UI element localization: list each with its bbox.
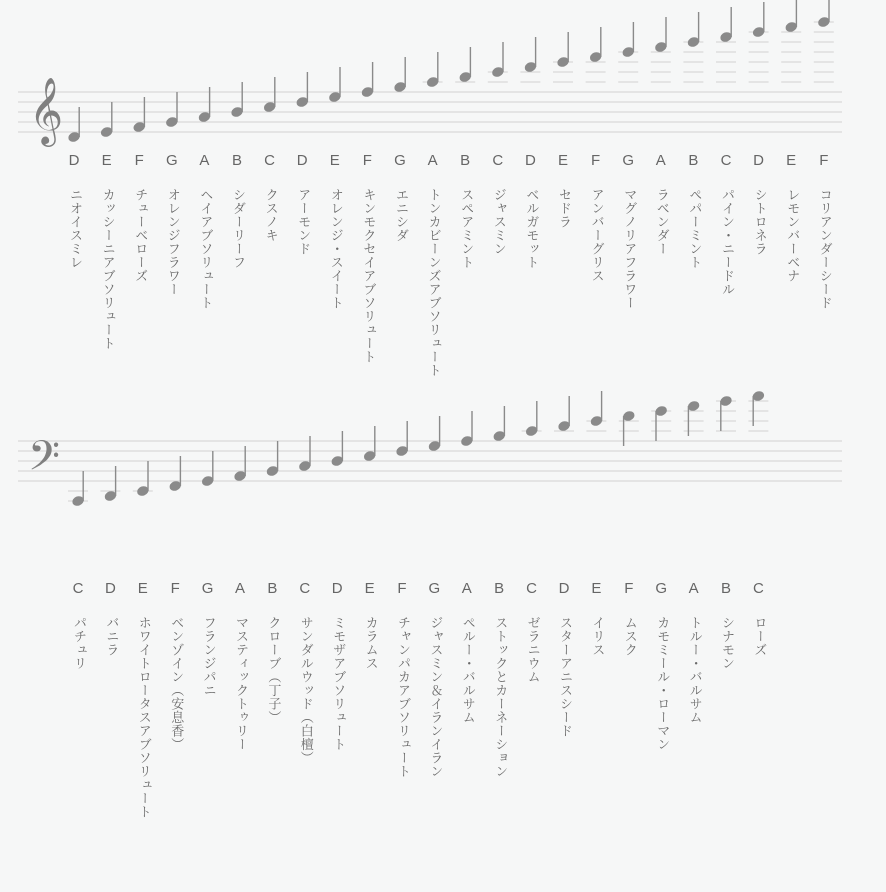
bass-clef-icon [28, 432, 60, 490]
note-name: スペアミント [458, 188, 474, 269]
note [716, 395, 736, 431]
note [360, 62, 374, 98]
note-letter: F [624, 580, 634, 597]
note [749, 2, 769, 82]
note-name: ジャスミン＆イランイラン [427, 616, 443, 778]
note-name: チューベローズ [132, 188, 148, 283]
note-name: ベルガモット [523, 188, 539, 269]
note-name: カラムス [362, 616, 378, 670]
note-letter: F [134, 152, 144, 169]
note-name: トンカビーンズアブソリュート [425, 188, 441, 377]
note [684, 400, 704, 436]
note-letter: B [460, 152, 471, 169]
note-letter: A [234, 580, 245, 597]
note-name: ホワイトロータスアブソリュート [135, 616, 151, 819]
note-name: ベンゾイン（安息香） [168, 616, 184, 751]
note [781, 0, 801, 82]
note-letter: E [591, 580, 602, 597]
note-name: ミモザアブソリュート [330, 616, 346, 751]
note [230, 82, 244, 118]
note-letter: C [720, 152, 732, 169]
note [748, 390, 768, 431]
bass-notes [68, 390, 768, 508]
note-name: ストックとカーネーション [492, 616, 508, 778]
note-letter: G [201, 580, 214, 597]
note-letter: A [199, 152, 210, 169]
note-name: シダーリーフ [230, 188, 245, 269]
note-letter: E [329, 152, 340, 169]
note-name: マグノリアフラワー [621, 188, 637, 310]
note-letter: D [104, 580, 116, 597]
note-name: サンダルウッド（白檀） [297, 616, 313, 765]
note-letter: G [655, 580, 668, 597]
note [263, 77, 277, 113]
note [68, 471, 88, 507]
note-letter: E [557, 152, 568, 169]
note-name: シトロネラ [751, 188, 767, 256]
note-letter: F [819, 152, 829, 169]
note-letter: E [364, 580, 375, 597]
note-letter: B [688, 152, 699, 169]
note [520, 37, 540, 82]
note [427, 416, 441, 452]
note-letter: D [331, 580, 343, 597]
note-name: ニオイスミレ [67, 188, 82, 269]
note-name: オレンジ・スイート [327, 188, 343, 310]
note-letter: E [101, 152, 112, 169]
note-name: キンモクセイアブソリュート [360, 188, 376, 364]
note-name: カモミール・ローマン [654, 616, 670, 751]
note-letter: C [299, 580, 311, 597]
note-name: フランジパニ [200, 616, 216, 697]
note-name: シナモン [719, 616, 734, 670]
note-name: クローブ（丁子） [265, 616, 281, 724]
note-letter: G [165, 152, 178, 169]
note-name: ムスク [621, 616, 637, 657]
note [328, 67, 342, 103]
note-letter: C [492, 152, 504, 169]
note [553, 32, 573, 82]
note [651, 405, 671, 441]
note-name: マスティックトゥリー [233, 616, 248, 751]
svg-text:𝄞: 𝄞 [28, 76, 64, 144]
note-name: カッシーニアブソリュート [99, 188, 115, 350]
note-name: パチュリ [71, 616, 86, 670]
note [295, 72, 309, 108]
svg-text:𝄢: 𝄢 [27, 432, 61, 490]
note [393, 57, 407, 93]
note-name: ゼラニウム [524, 616, 540, 684]
treble-clef-icon [29, 76, 63, 147]
note [265, 441, 279, 477]
note-letter: C [264, 152, 276, 169]
note [330, 431, 344, 467]
note [100, 102, 114, 138]
note-letter: B [494, 580, 505, 597]
note [554, 396, 574, 432]
note-letter: G [428, 580, 441, 597]
note-name: エニシダ [393, 188, 408, 242]
note [488, 42, 508, 82]
note-name: イリス [589, 616, 605, 657]
note-letter: D [753, 152, 765, 169]
note [618, 22, 638, 82]
note-name: ペパーミント [686, 188, 702, 269]
note-letter: D [558, 580, 570, 597]
note-name: パイン・ニードル [719, 188, 734, 296]
note [492, 406, 506, 442]
note-letter: G [622, 152, 635, 169]
note [586, 27, 606, 82]
note-name: トルー・バルサム [686, 616, 702, 724]
note-letter: F [362, 152, 372, 169]
note-letter: D [68, 152, 80, 169]
note-letter: A [688, 580, 699, 597]
note-name: ローズ [751, 616, 767, 657]
note-letter: B [267, 580, 278, 597]
note [522, 401, 542, 437]
note [460, 411, 474, 447]
note-name: ペルー・バルサム [459, 616, 475, 724]
note-name: ヘイアブソリュート [197, 188, 213, 310]
note-letter: A [427, 152, 438, 169]
note [455, 47, 475, 83]
note [814, 0, 834, 82]
note-letter: D [296, 152, 308, 169]
note [201, 451, 215, 487]
note [716, 7, 736, 82]
note-letter: B [720, 580, 731, 597]
note [683, 12, 703, 82]
note-letter: C [72, 580, 84, 597]
note [586, 391, 606, 431]
note-letter: F [397, 580, 407, 597]
note-name: クスノキ [262, 188, 278, 242]
note-name: アーモンド [295, 188, 311, 256]
note [651, 17, 671, 82]
note-letter: E [137, 580, 148, 597]
note-letter: F [170, 580, 180, 597]
note-letter: G [394, 152, 406, 169]
note [423, 52, 443, 88]
note-letter: C [526, 580, 538, 597]
note-name: ジャスミン [490, 188, 506, 256]
note-name: コリアンダーシード [816, 188, 832, 310]
note-letter: D [524, 152, 536, 169]
note-letter: C [752, 580, 764, 597]
note-name: アンバーグリス [588, 188, 604, 283]
note-letter: B [231, 152, 242, 169]
note-name: バニラ [103, 616, 119, 657]
note [133, 461, 153, 497]
note-name: ラベンダー [653, 188, 669, 256]
note [165, 92, 179, 128]
note-letter: E [786, 152, 797, 169]
note-letter: A [655, 152, 666, 169]
note-name: チャンパカアブソリュート [395, 616, 410, 778]
note-letter: A [461, 580, 472, 597]
note-name: オレンジフラワー [164, 188, 180, 296]
note [395, 421, 409, 457]
note-name: セドラ [556, 188, 571, 229]
note-letter: F [591, 152, 601, 169]
note-name: レモンバーベナ [784, 188, 800, 283]
note-name: スターアニスシード [557, 616, 572, 738]
note [363, 426, 377, 462]
